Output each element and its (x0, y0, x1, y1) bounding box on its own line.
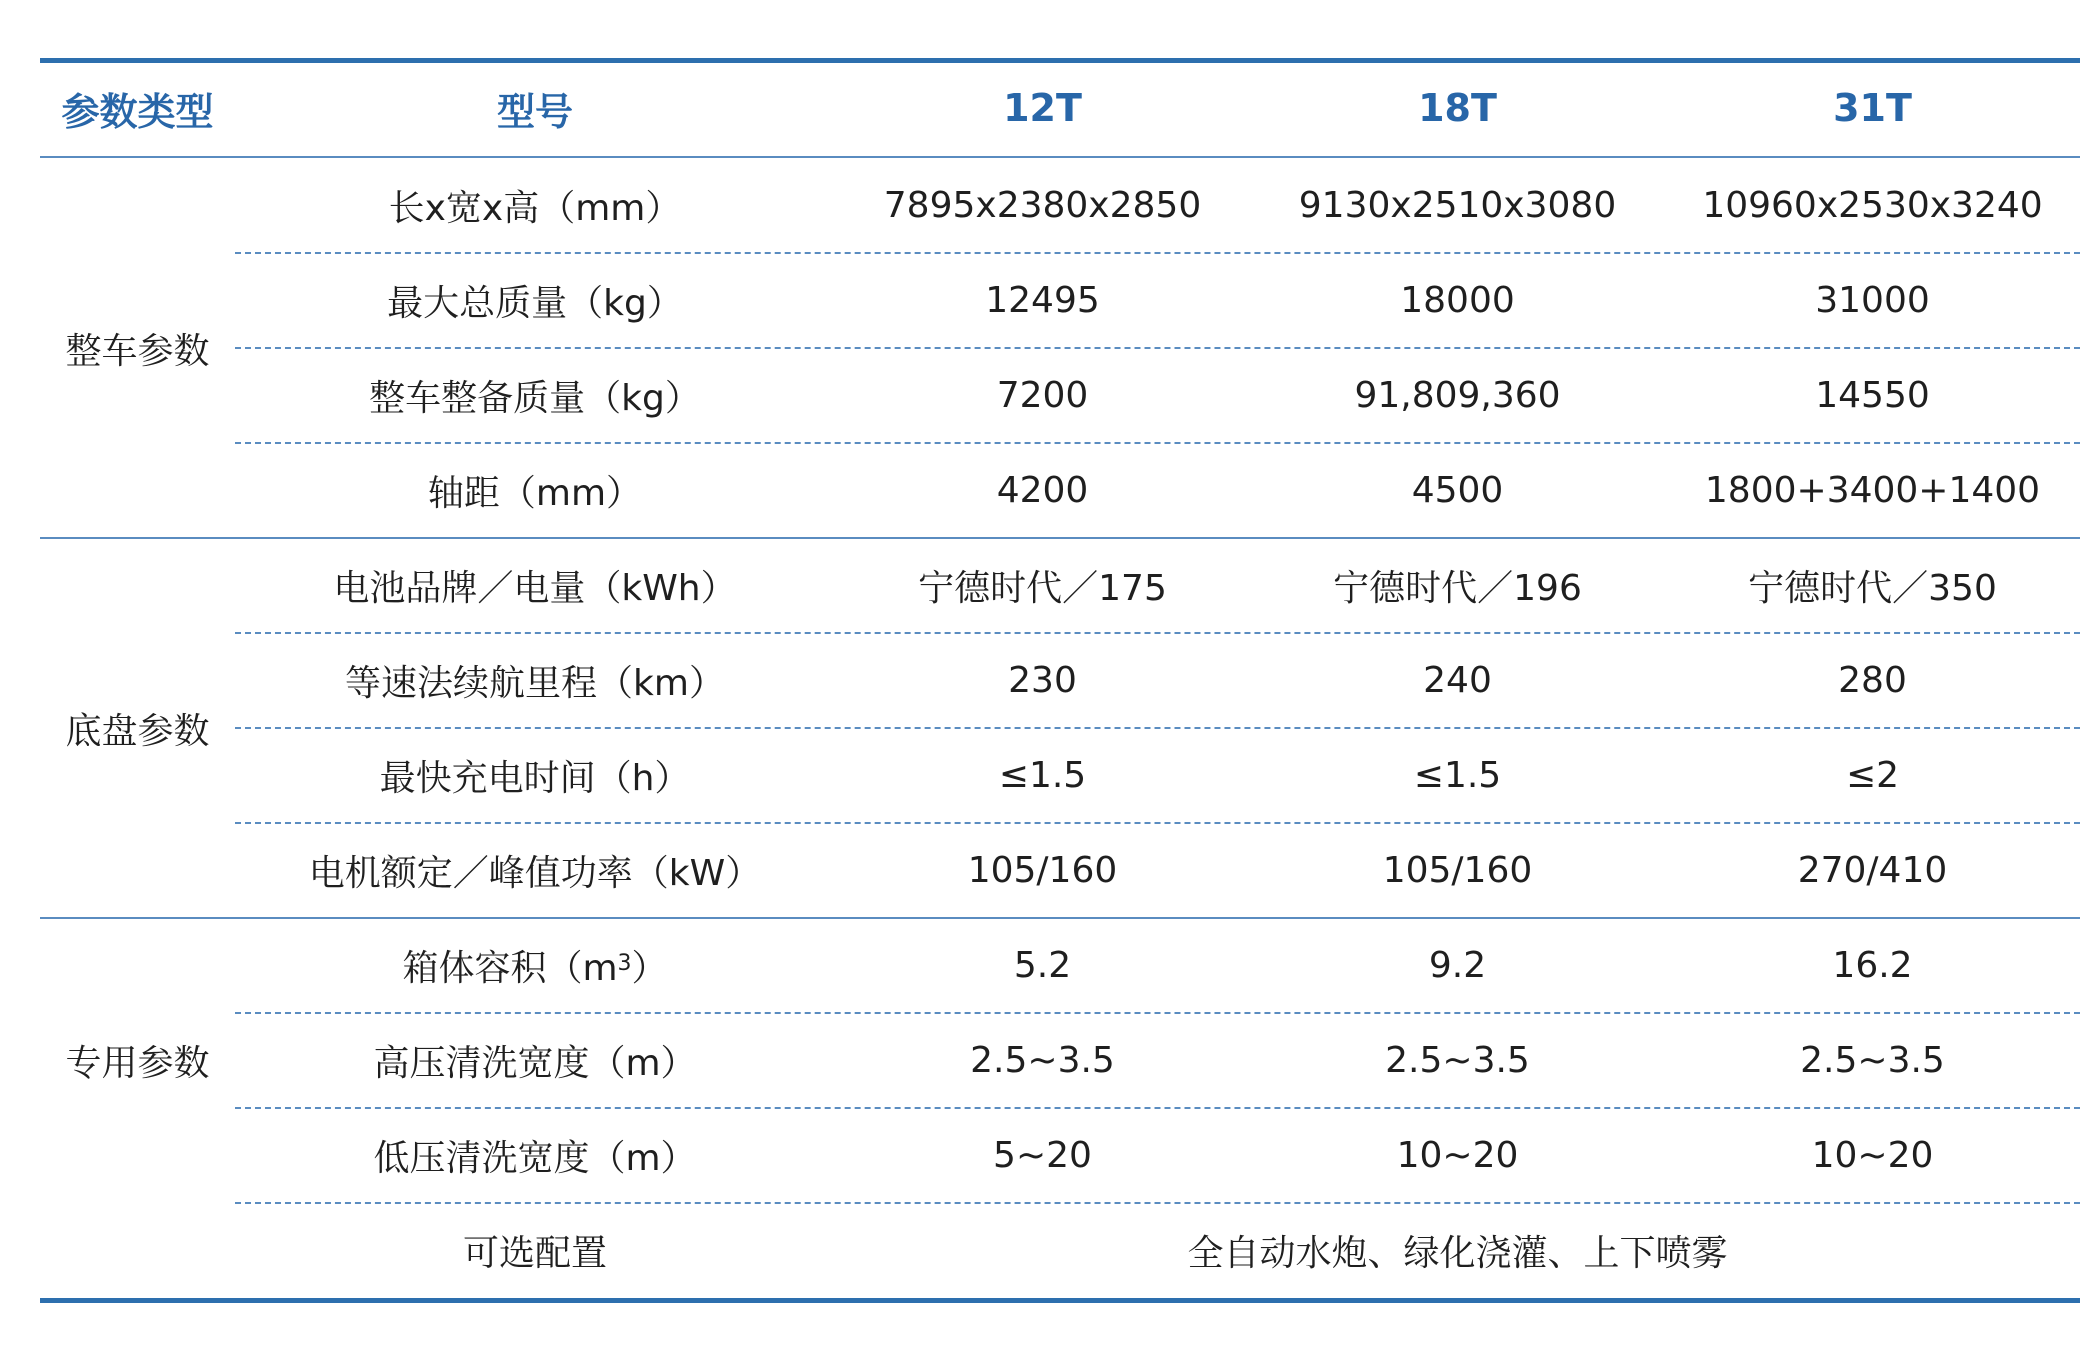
value-12t-battery: 宁德时代／175 (918, 568, 1167, 609)
param-curb-mass: 整车整备质量（kg） (369, 378, 701, 419)
value-31t-max-gross-mass: 31000 (1815, 280, 1930, 321)
param-lp-wash-width: 低压清洗宽度（m） (373, 1138, 697, 1179)
param-hp-wash-width: 高压清洗宽度（m） (373, 1043, 697, 1084)
param-battery: 电池品牌／电量（kWh） (333, 568, 737, 609)
value-31t-dimensions: 10960x2530x3240 (1702, 185, 2043, 226)
value-31t-curb-mass: 14550 (1815, 375, 1930, 416)
value-31t-charge-time: ≤2 (1845, 755, 1900, 796)
value-12t-max-gross-mass: 12495 (985, 280, 1100, 321)
value-12t-curb-mass: 7200 (996, 375, 1089, 416)
value-12t-wheelbase: 4200 (996, 470, 1089, 511)
value-12t-charge-time: ≤1.5 (998, 755, 1087, 796)
param-tank-volume-suffix: ） (631, 948, 668, 989)
value-18t-battery: 宁德时代／196 (1333, 568, 1582, 609)
value-18t-hp-wash-width: 2.5~3.5 (1385, 1040, 1530, 1081)
group-chassis-label: 底盘参数 (65, 710, 210, 752)
value-31t-range: 280 (1838, 660, 1907, 701)
table-bottom-rule (40, 1298, 2080, 1303)
value-18t-charge-time: ≤1.5 (1413, 755, 1502, 796)
header-model-31t: 31T (1833, 86, 1912, 130)
value-12t-lp-wash-width: 5~20 (993, 1135, 1092, 1176)
value-18t-max-gross-mass: 18000 (1400, 280, 1515, 321)
header-model: 型号 (496, 89, 573, 134)
value-12t-tank-volume: 5.2 (1013, 945, 1072, 986)
value-12t-dimensions: 7895x2380x2850 (883, 185, 1202, 226)
value-18t-range: 240 (1423, 660, 1492, 701)
value-12t-hp-wash-width: 2.5~3.5 (970, 1040, 1115, 1081)
param-motor-power: 电机额定／峰值功率（kW） (308, 853, 762, 894)
value-18t-lp-wash-width: 10~20 (1396, 1135, 1519, 1176)
value-18t-tank-volume: 9.2 (1428, 945, 1487, 986)
header-model-12t: 12T (1003, 86, 1082, 130)
header-model-18t: 18T (1418, 86, 1497, 130)
value-12t-range: 230 (1008, 660, 1077, 701)
param-wheelbase: 轴距（mm） (427, 473, 643, 514)
value-18t-motor-power: 105/160 (1382, 850, 1533, 891)
param-tank-volume-prefix: 箱体容积（m (402, 948, 618, 989)
value-31t-lp-wash-width: 10~20 (1811, 1135, 1934, 1176)
value-31t-wheelbase: 1800+3400+1400 (1704, 470, 2041, 511)
value-31t-battery: 宁德时代／350 (1748, 568, 1997, 609)
group-special-label: 专用参数 (65, 1043, 210, 1084)
value-18t-wheelbase: 4500 (1411, 470, 1504, 511)
param-dimensions: 长x宽x高（mm） (388, 188, 682, 229)
value-18t-dimensions: 9130x2510x3080 (1298, 185, 1617, 226)
value-18t-curb-mass: 91,809,360 (1354, 375, 1561, 416)
value-31t-motor-power: 270/410 (1797, 850, 1948, 891)
value-optional-config: 全自动水炮、绿化浇灌、上下喷雾 (1187, 1233, 1728, 1274)
param-charge-time: 最快充电时间（h） (379, 758, 691, 799)
value-12t-motor-power: 105/160 (967, 850, 1118, 891)
value-31t-hp-wash-width: 2.5~3.5 (1800, 1040, 1945, 1081)
group-vehicle-label: 整车参数 (65, 330, 210, 372)
param-tank-volume: 箱体容积（m $^3$ ） (235, 918, 835, 1013)
param-max-gross-mass: 最大总质量（kg） (387, 283, 683, 324)
spec-table (40, 58, 2080, 1308)
param-range: 等速法续航里程（km） (345, 663, 725, 704)
param-optional-config: 可选配置 (462, 1233, 607, 1274)
header-category: 参数类型 (61, 89, 214, 134)
value-31t-tank-volume: 16.2 (1832, 945, 1913, 986)
